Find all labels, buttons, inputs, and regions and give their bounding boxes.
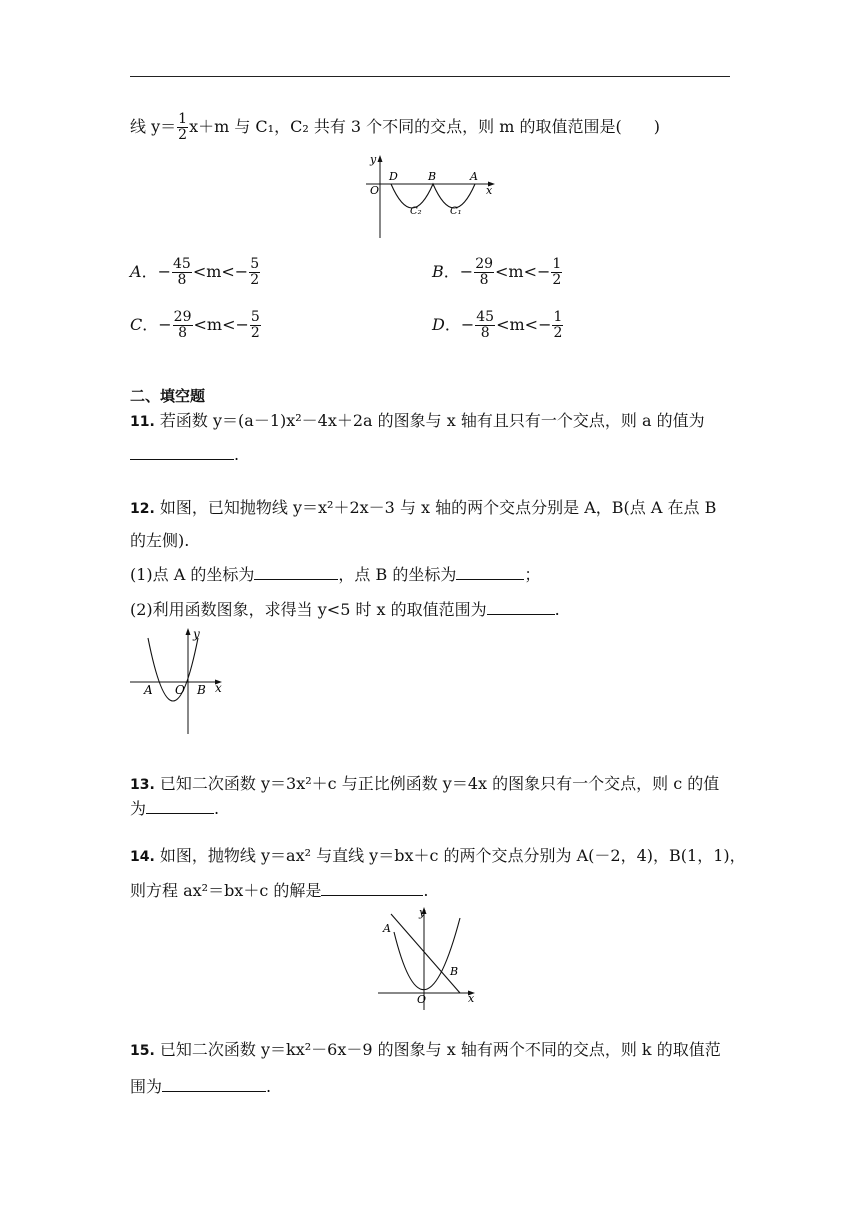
frac-num: 5	[250, 309, 260, 325]
q12-blank-a[interactable]	[254, 564, 338, 580]
q12-text: 如图，已知抛物线 y＝x²＋2x－3 与 x 轴的两个交点分别是 A，B(点 A 在点 B	[159, 498, 717, 517]
q12-figure	[128, 624, 228, 736]
q10-stem	[130, 112, 660, 143]
q12-line1	[130, 497, 716, 520]
q10-y-label: y	[370, 153, 377, 166]
frac-den: 2	[552, 272, 562, 288]
q10-x-label: x	[486, 184, 493, 197]
q12-y-label: y	[193, 627, 200, 641]
q10-figure	[358, 152, 508, 242]
q11-text: 若函数 y＝(a－1)x²－4x＋2a 的图象与 x 轴有且只有一个交点，则 a 的值为	[159, 411, 705, 430]
q12-part1-a: (1)点 A 的坐标为	[130, 565, 255, 584]
q13-line2	[130, 798, 219, 820]
frac-den: 2	[178, 127, 188, 143]
q12-part1-b: ，点 B 的坐标为	[338, 565, 457, 584]
option-mid: <m<−	[192, 262, 249, 281]
q15-line1	[130, 1039, 721, 1062]
option-letter: C	[130, 315, 143, 334]
q12-a-label: A	[144, 683, 153, 697]
q11-line2	[130, 444, 239, 466]
option-mid: <m<−	[495, 262, 551, 281]
frac-num: 45	[476, 309, 495, 325]
frac-num: 1	[178, 111, 188, 127]
q14-line1	[130, 845, 746, 868]
q14-b-label: B	[450, 965, 459, 978]
q12-line2: 的左侧).	[130, 531, 190, 550]
q13-answer-blank[interactable]	[146, 798, 214, 814]
section-title: 二、填空题	[130, 387, 206, 405]
q14-text: 如图，抛物线 y＝ax² 与直线 y＝bx＋c 的两个交点分别为 A(－2，4)，B(1，1)，	[159, 846, 746, 865]
q10-fraction	[177, 112, 188, 143]
frac-den: 2	[250, 272, 260, 288]
q15-number: 15.	[130, 1043, 155, 1059]
q14-line2	[130, 880, 428, 902]
option-letter: B	[432, 262, 444, 281]
q15-line2-a: 围为	[130, 1077, 163, 1096]
option-mid: <m<−	[193, 315, 249, 334]
q11-line1	[130, 410, 705, 433]
frac-den: 8	[480, 325, 490, 341]
q12-blank-c[interactable]	[487, 599, 555, 615]
option-c[interactable]: C．− $\frac{29}{8}$ <m<− $\frac{5}{2}$	[130, 309, 260, 341]
q15-text: 已知二次函数 y＝kx²－6x－9 的图象与 x 轴有两个不同的交点，则 k 的取值范	[159, 1040, 721, 1059]
option-letter: D	[432, 315, 445, 334]
q10-d-label: D	[389, 170, 398, 183]
q14-y-label: y	[419, 906, 426, 919]
frac-num: 1	[553, 309, 563, 325]
frac-den: 8	[178, 325, 188, 341]
q10-a-label: A	[470, 170, 478, 183]
frac-den: 2	[553, 325, 563, 341]
frac-num: 29	[173, 309, 192, 325]
option-b[interactable]: B．− $\frac{29}{8}$ <m<− $\frac{1}{2}$	[432, 256, 562, 288]
q10-stem-suffix: x＋m 与 C₁，C₂ 共有 3 个不同的交点，则 m 的取值范围是( )	[189, 117, 661, 136]
option-letter: A	[130, 262, 142, 281]
q12-b-label: B	[197, 683, 206, 697]
q14-number: 14.	[130, 849, 155, 865]
q15-line2	[130, 1076, 271, 1098]
q11-number: 11.	[130, 414, 155, 430]
q13-end: .	[214, 799, 220, 818]
q12-blank-b[interactable]	[456, 564, 524, 580]
q12-part2	[130, 599, 560, 621]
q12-number: 12.	[130, 501, 155, 517]
q10-c2-label: C₂	[410, 206, 422, 217]
q10-b-label: B	[428, 170, 437, 183]
q13-number: 13.	[130, 777, 155, 793]
option-a[interactable]: A．− $\frac{45}{8}$ <m<− $\frac{5}{2}$	[130, 256, 260, 288]
frac-num: 45	[172, 256, 191, 272]
q14-line2-a: 则方程 ax²＝bx＋c 的解是	[130, 881, 322, 900]
q13-line1	[130, 773, 719, 796]
q14-answer-blank[interactable]	[321, 880, 423, 896]
frac-num: 1	[552, 256, 562, 272]
header-rule	[130, 76, 730, 77]
q12-part2-a: (2)利用函数图象，求得当 y<5 时 x 的取值范围为	[130, 600, 487, 619]
q10-c1-label: C₁	[450, 206, 462, 217]
q12-part2-b: .	[554, 600, 560, 619]
q14-x-label: x	[468, 992, 475, 1005]
q13-line2-a: 为	[130, 799, 147, 818]
option-d[interactable]: D．− $\frac{45}{8}$ <m<− $\frac{1}{2}$	[432, 309, 563, 341]
q15-answer-blank[interactable]	[162, 1076, 266, 1092]
q13-text: 已知二次函数 y＝3x²＋c 与正比例函数 y＝4x 的图象只有一个交点，则 c 的值	[159, 774, 720, 793]
q12-part1-c: ；	[524, 565, 541, 584]
frac-den: 8	[479, 272, 489, 288]
q14-o-label: O	[417, 993, 427, 1006]
q12-o-label: O	[175, 683, 185, 697]
q11-answer-blank[interactable]	[130, 444, 234, 460]
frac-num: 29	[475, 256, 494, 272]
q14-figure	[374, 904, 484, 1012]
q12-part1	[130, 564, 540, 586]
q10-stem-prefix: 线 y＝	[130, 117, 177, 136]
q15-end: .	[266, 1077, 272, 1096]
frac-den: 2	[250, 325, 260, 341]
frac-num: 5	[250, 256, 260, 272]
q12-x-label: x	[215, 681, 222, 695]
option-mid: <m<−	[496, 315, 552, 334]
q11-end: .	[234, 445, 240, 464]
q14-a-label: A	[383, 922, 391, 935]
frac-den: 8	[177, 272, 187, 288]
q10-o-label: O	[370, 184, 380, 197]
q14-end: .	[423, 881, 429, 900]
